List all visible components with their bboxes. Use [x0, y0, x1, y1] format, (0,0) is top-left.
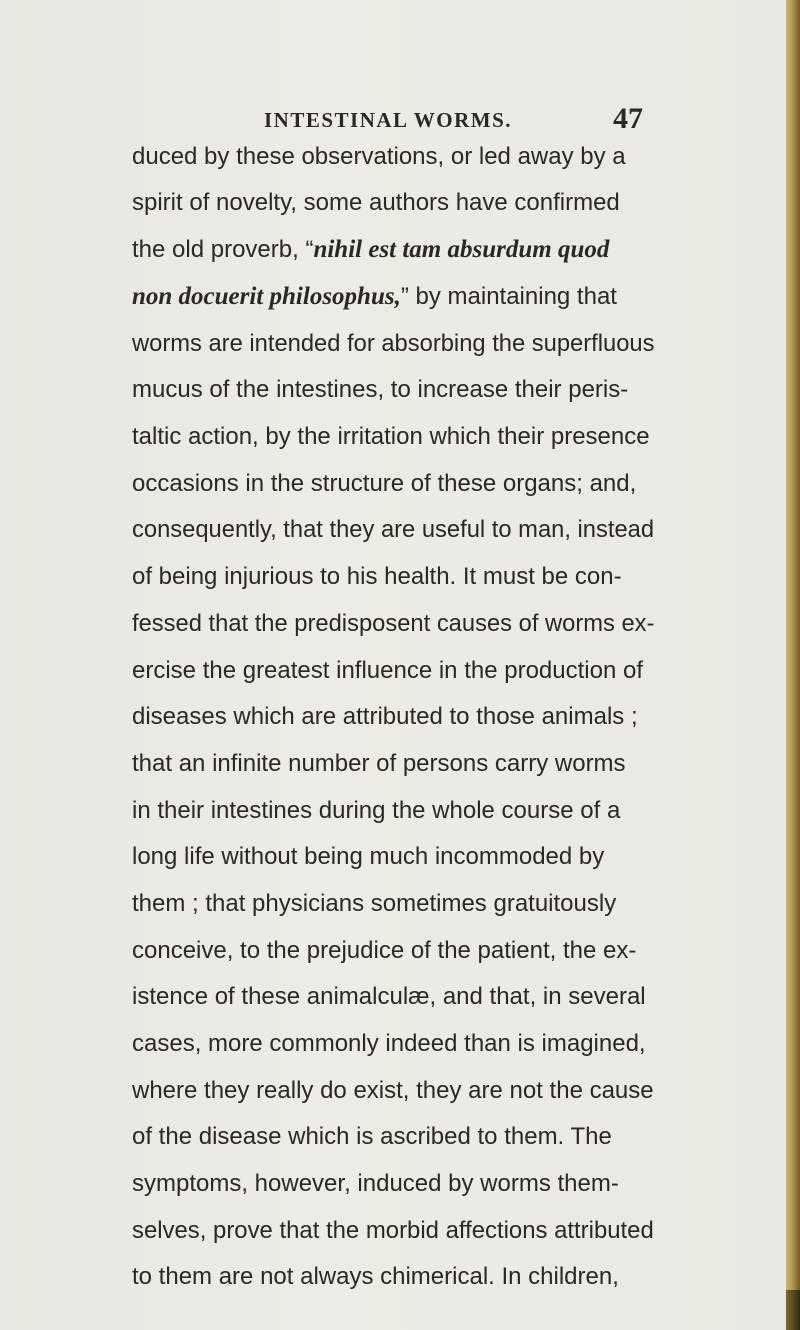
text-run: the old proverb, “	[132, 236, 314, 263]
text-line: cases, more commonly indeed than is imagined,	[132, 1030, 646, 1057]
text-line: istence of these animalculæ, and that, in several	[132, 983, 646, 1010]
text-line: conceive, to the prejudice of the patient, the ex-	[132, 937, 637, 964]
text-line: taltic action, by the irritation which their presence	[132, 423, 650, 450]
latin-quote: non docuerit philosophus,	[132, 283, 401, 310]
page-number: 47	[613, 102, 643, 135]
text-line: long life without being much incommoded by	[132, 843, 605, 870]
text-line: selves, prove that the morbid affections attributed	[132, 1217, 654, 1244]
text-line: in their intestines during the whole course of a	[132, 797, 621, 824]
page-edge-binding	[786, 0, 800, 1330]
text-line: symptoms, however, induced by worms them-	[132, 1170, 619, 1197]
text-line: spirit of novelty, some authors have confirmed	[132, 189, 620, 216]
text-line: of being injurious to his health. It must be con-	[132, 563, 622, 590]
text-line: of the disease which is ascribed to them. The	[132, 1123, 612, 1150]
text-line: to them are not always chimerical. In children,	[132, 1263, 619, 1290]
text-line	[132, 282, 617, 312]
text-line: worms are intended for absorbing the superfluous	[132, 330, 655, 357]
text-run: ” by maintaining that	[400, 283, 617, 310]
text-line: mucus of the intestines, to increase their peris-	[132, 376, 629, 403]
text-line	[132, 235, 609, 265]
text-line: that an infinite number of persons carry worms	[132, 750, 626, 777]
text-line: duced by these observations, or led away by a	[132, 143, 626, 170]
text-line: occasions in the structure of these organs; and,	[132, 470, 637, 497]
text-line: consequently, that they are useful to man, instead	[132, 516, 655, 543]
text-line: ercise the greatest influence in the production of	[132, 657, 643, 684]
text-line: fessed that the predisposent causes of worms ex-	[132, 610, 655, 637]
page-header	[0, 102, 786, 138]
text-line: diseases which are attributed to those animals ;	[132, 703, 638, 730]
running-title: INTESTINAL WORMS.	[264, 108, 513, 132]
text-line: them ; that physicians sometimes gratuitously	[132, 890, 617, 917]
latin-quote: nihil est tam absurdum quod	[313, 236, 610, 263]
text-line: where they really do exist, they are not the cause	[132, 1077, 654, 1104]
